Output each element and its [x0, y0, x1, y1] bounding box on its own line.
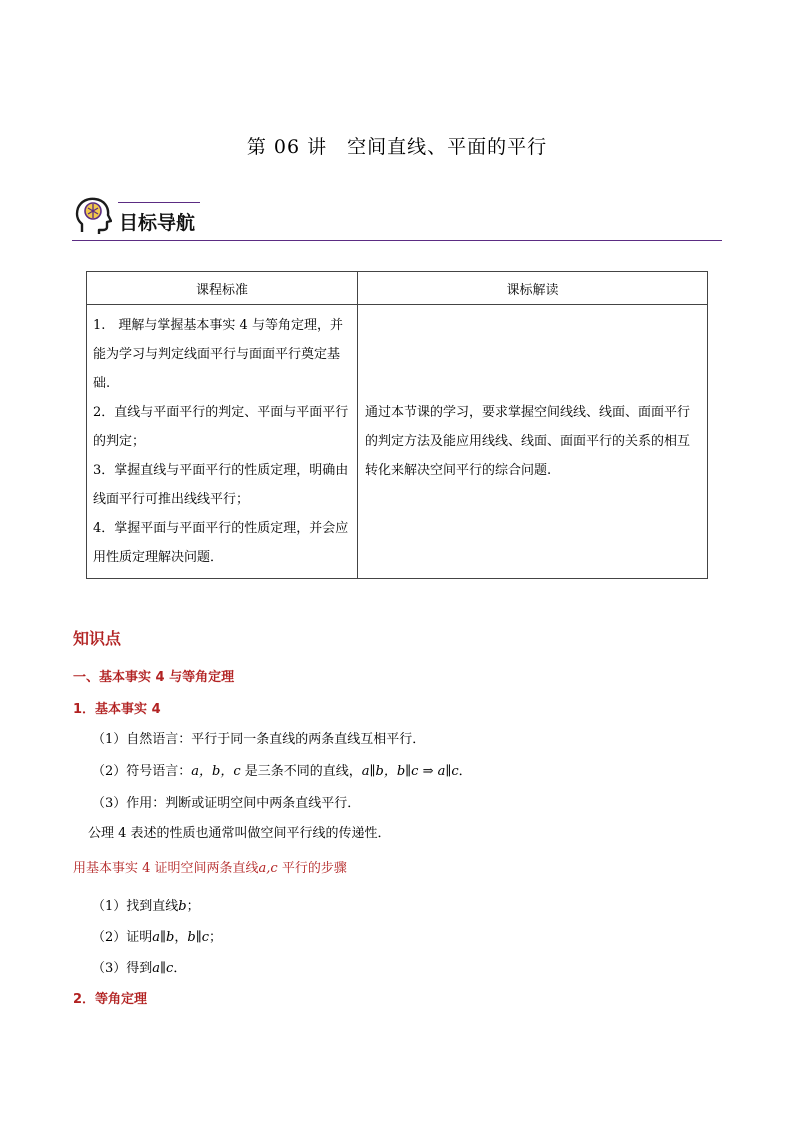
page-title: 第 06 讲 空间直线、平面的平行 — [246, 136, 548, 158]
standards-cell — [87, 305, 358, 579]
course-standards-table — [86, 271, 708, 579]
header-standards-interpretation: 课标解读 — [358, 272, 708, 305]
standard-item-2: 2．直线与平面平行的判定、平面与平面平行的判定； — [93, 405, 349, 449]
step-2: （2）证明a∥b，b∥c； — [92, 930, 222, 945]
table-header-row — [87, 272, 708, 305]
text-line: （3）作用：判断或证明空间中两条直线平行． — [92, 796, 361, 811]
steps-heading: 用基本事实 4 证明空间两条直线a,c 平行的步骤 — [73, 861, 347, 876]
subsection-heading-1: 1．基本事实 4 — [73, 702, 161, 717]
interpretation-cell: 通过本节课的学习，要求掌握空间线线、线面、面面平行的判定方法及能应用线线、线面、面面平行的关系的相互转化来解决空间平行的综合问题. — [358, 305, 708, 579]
nav-title-overline — [118, 202, 200, 203]
section-heading-1: 一、基本事实 4 与等角定理 — [73, 670, 235, 685]
head-brain-icon — [74, 196, 112, 236]
text-line: （1）自然语言：平行于同一条直线的两条直线互相平行． — [92, 732, 426, 747]
step-3: （3）得到a∥c． — [92, 961, 187, 976]
standard-item-1: 1. 理解与掌握基本事实 4 与等角定理，并能为学习与判定线面平行与面面平行奠定基础. — [93, 318, 343, 391]
nav-title: 目标导航 — [119, 212, 196, 234]
table-row — [87, 305, 708, 579]
standard-item-4: 4．掌握平面与平面平行的性质定理，并会应用性质定理解决问题． — [93, 521, 349, 565]
standard-item-3: 3．掌握直线与平面平行的性质定理，明确由线面平行可推出线线平行； — [93, 463, 349, 507]
knowledge-heading: 知识点 — [73, 629, 122, 648]
text-line: （2）符号语言：a，b，c 是三条不同的直线，a∥b，b∥c ⇒ a∥c． — [92, 764, 472, 779]
header-course-standards: 课程标准 — [87, 272, 358, 305]
subsection-heading-2: 2．等角定理 — [73, 992, 148, 1007]
step-1: （1）找到直线b； — [92, 899, 200, 914]
text-line: 公理 4 表述的性质也通常叫做空间平行线的传递性． — [88, 826, 391, 841]
goal-navigation-header — [72, 196, 722, 241]
